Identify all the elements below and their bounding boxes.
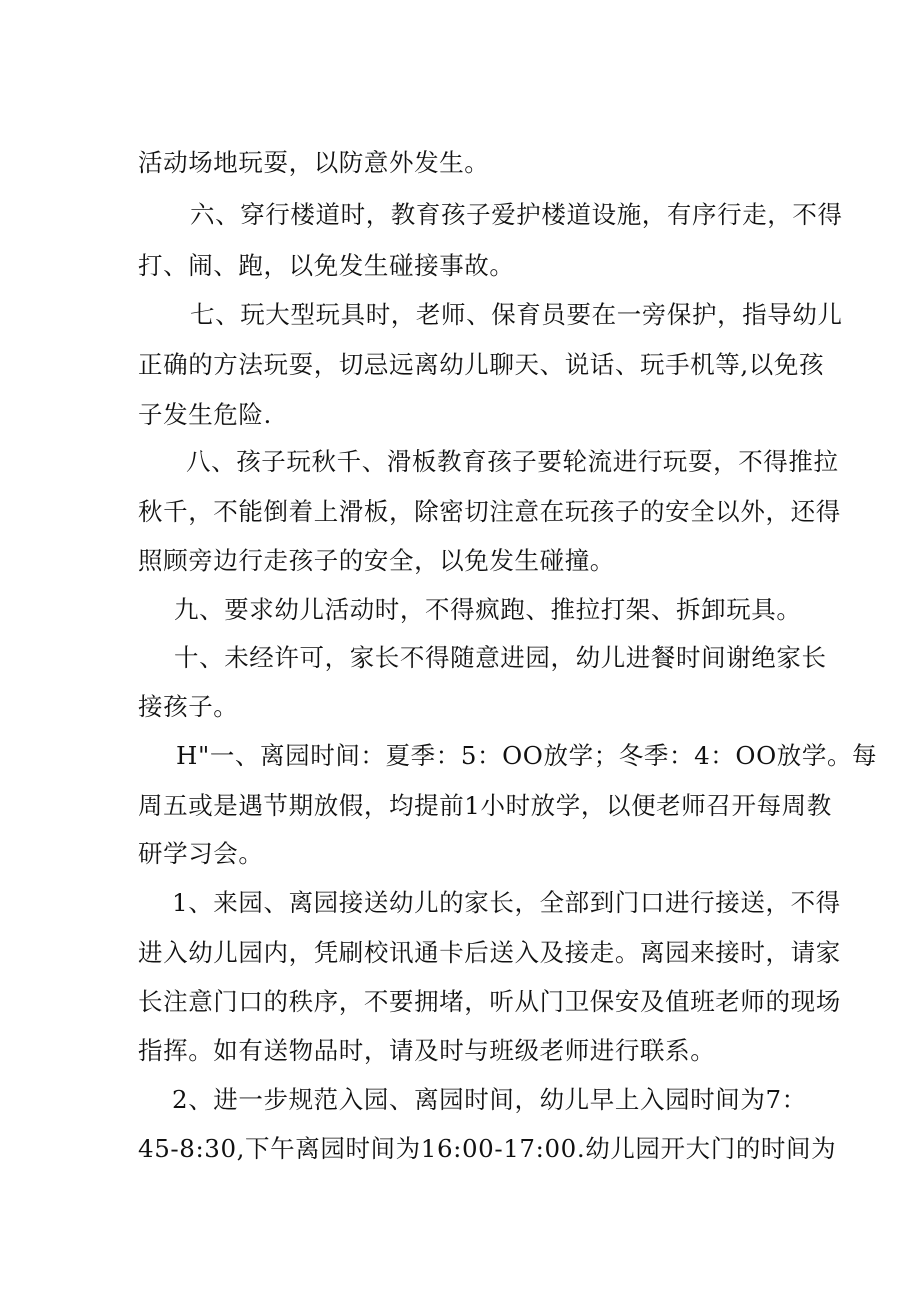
text-line: 七、玩大型玩具时，老师、保育员要在一旁保护，指导幼儿	[190, 300, 843, 329]
text-line: 接孩子。	[138, 692, 239, 721]
text-line: 进入幼儿园内，凭刷校讯通卡后送入及接走。离园来接时，请家	[138, 938, 841, 967]
text-line: 研学习会。	[138, 839, 264, 868]
text-line: 活动场地玩耍，以防意外发生。	[138, 148, 490, 177]
text-line: 六、穿行楼道时，教育孩子爱护楼道设施，有序行走，不得	[190, 200, 843, 229]
text-line: 45-8:30,下午离园时间为16:00-17:00.幼儿园开大门的时间为	[138, 1134, 837, 1163]
text-line: 九、要求幼儿活动时，不得疯跑、推拉打架、拆卸玩具。	[174, 595, 802, 624]
text-line: 十、未经许可，家长不得随意进园，幼儿进餐时间谢绝家长	[174, 643, 827, 672]
text-line: H"一、离园时间：夏季：5：OO放学；冬季：4：OO放学。每	[176, 741, 878, 770]
text-line: 长注意门口的秩序，不要拥堵，听从门卫保安及值班老师的现场	[138, 987, 841, 1016]
text-line: 指挥。如有送物品时，请及时与班级老师进行联系。	[138, 1036, 716, 1065]
text-line: 秋千，不能倒着上滑板，除密切注意在玩孩子的安全以外，还得	[138, 497, 841, 526]
text-line: 1、来园、离园接送幼儿的家长，全部到门口进行接送，不得	[172, 888, 841, 917]
text-line: 子发生危险.	[138, 400, 272, 429]
text-line: 周五或是遇节期放假，均提前1小时放学，以便老师召开每周教	[138, 791, 832, 820]
text-line: 2、进一步规范入园、离园时间，幼儿早上入园时间为7：	[172, 1085, 807, 1114]
text-line: 八、孩子玩秋千、滑板教育孩子要轮流进行玩耍，不得推拉	[186, 447, 839, 476]
text-line: 正确的方法玩耍，切忌远离幼儿聊天、说话、玩手机等,以免孩	[138, 350, 825, 379]
text-line: 打、闹、跑，以免发生碰接事故。	[138, 251, 515, 280]
text-line: 照顾旁边行走孩子的安全，以免发生碰撞。	[138, 546, 615, 575]
